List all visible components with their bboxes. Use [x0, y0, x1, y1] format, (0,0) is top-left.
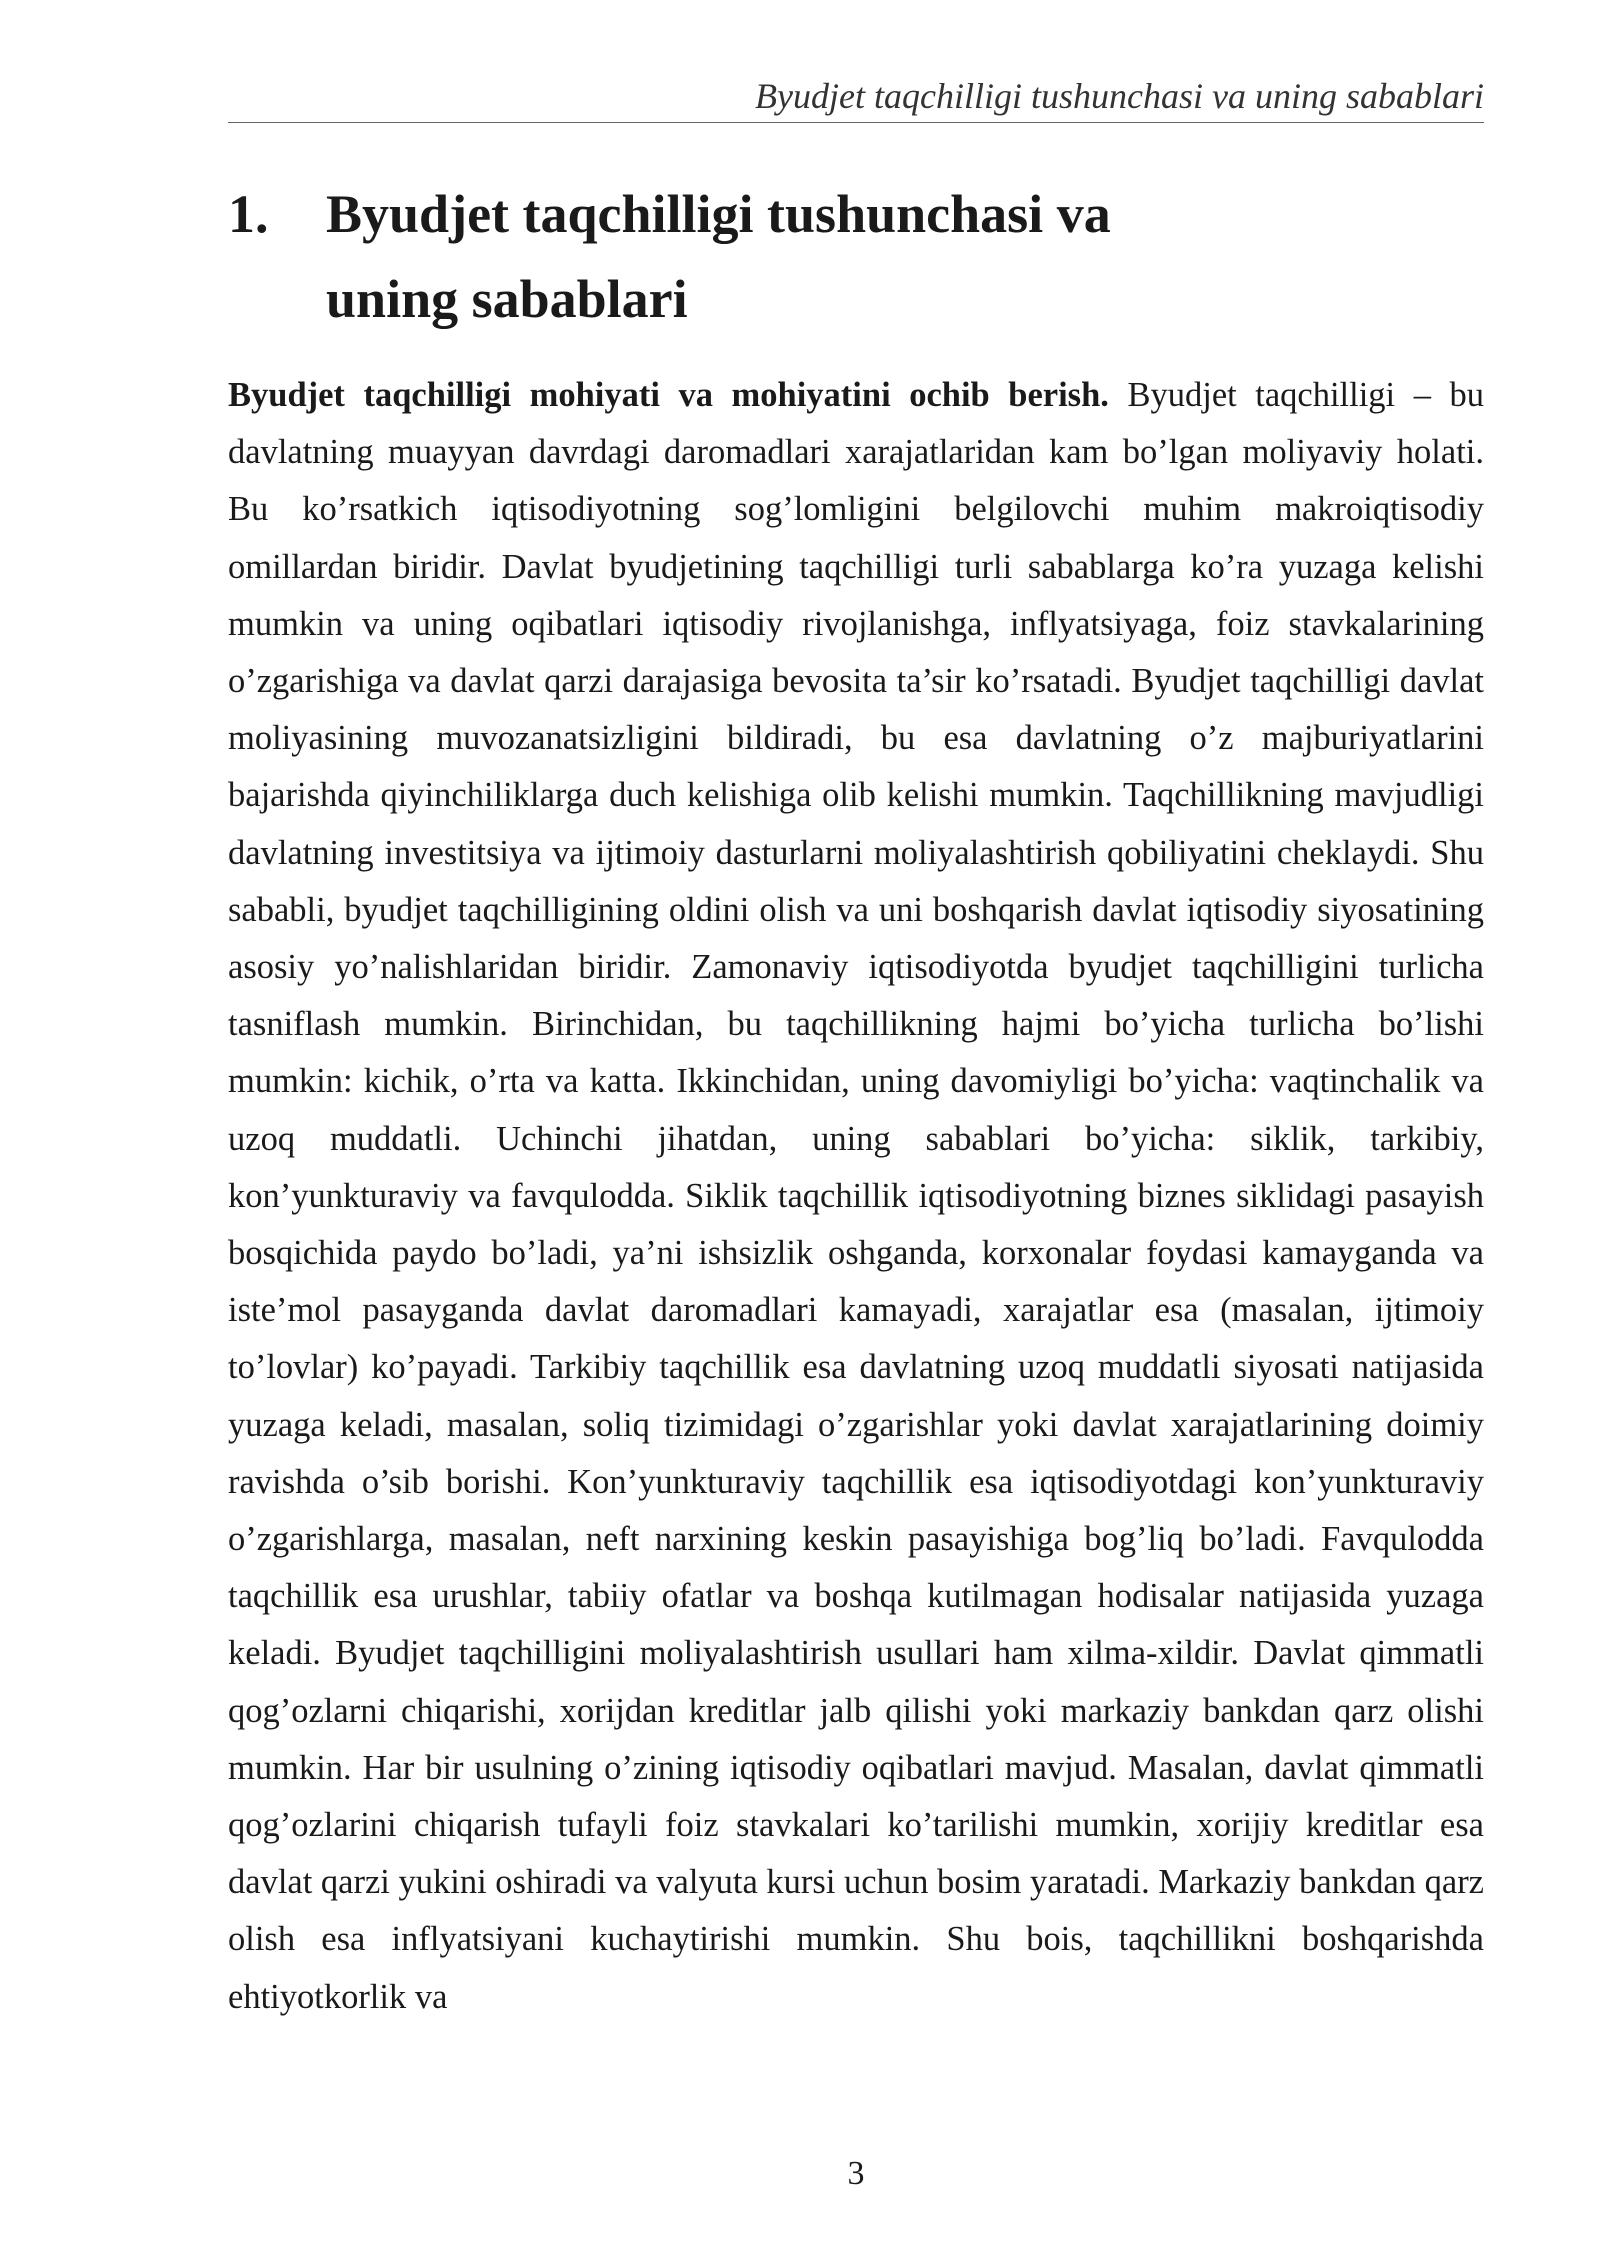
paragraph-text: Byudjet taqchilligi – bu davlatning muayyan davrdagi daromadlari xarajatlaridan kam bo’lgan moliyaviy holati. Bu ko’rsatkich iqtisodiyotning sog’lomligini belgilovchi muhim makroiqtisodiy omillardan biridir. Davlat byudjetining taqchilligi turli sabablarga ko’ra yuzaga kelishi mumkin va uning oqibatlari iqtisodiy rivojlanishga, inflyatsiyaga, foiz stavkalarining o’zgarishiga va davlat qarzi darajasiga bevosita ta’sir ko’rsatadi. Byudjet taqchilligi davlat moliyasining muvozanatsizligini bildiradi, bu esa davlatning o’z majburiyatlarini bajarishda qiyinchiliklarga duch kelishiga olib kelishi mumkin. Taqchillikning mavjudligi davlatning investitsiya va ijtimoiy dasturlarni moliyalashtirish qobiliyatini cheklaydi. Shu sababli, byudjet taqchilligining oldini olish va uni boshqarish davlat iqtisodiy siyosatining asosiy yo’nalishlaridan biridir. Zamonaviy iqtisodiyotda byudjet taqchilligini turlicha tasniflash mumkin. Birinchidan, bu taqchillikning hajmi bo’yicha turlicha bo’lishi mumkin: kichik, o’rta va katta. Ikkinchidan, uning davomiyligi bo’yicha: vaqtinchalik va uzoq muddatli. Uchinchi jihatdan, uning sabablari bo’yicha: siklik, tarkibiy, kon’yunkturaviy va favqulodda. Siklik taqchillik iqtisodiyotning biznes siklidagi pasayish bosqichida paydo bo’ladi, ya’ni ishsizlik oshganda, korxonalar foydasi kamayganda va iste’mol pasayganda davlat daromadlari kamayadi, xarajatlar esa (masalan, ijtimoiy to’lovlar) ko’payadi. Tarkibiy taqchillik esa davlatning uzoq muddatli siyosati natijasida yuzaga keladi, masalan, soliq tizimidagi o’zgarishlar yoki davlat xarajatlarining doimiy ravishda o’sib borishi. Kon’yunkturaviy taqchillik esa iqtisodiyotdagi kon’yunkturaviy o’zgarishlarga, masalan, neft narxining keskin pasayishiga bog’liq bo’ladi. Favqulodda taqchillik esa urushlar, tabiiy ofatlar va boshqa kutilmagan hodisalar natijasida yuzaga keladi. Byudjet taqchilligini moliyalashtirish usullari ham xilma-xildir. Davlat qimmatli qog’ozlarni chiqarishi, xorijdan kreditlar jalb qilishi yoki markaziy bankdan qarz olishi mumkin. Har bir usulning o’zining iqtisodiy oqibatlari mavjud. Masalan, davlat qimmatli qog’ozlarini chiqarish tufayli foiz stavkalari ko’tarilishi mumkin, xorijiy kreditlar esa davlat qarzi yukini oshiradi va valyuta kursi uchun bosim yaratadi. Markaziy bankdan qarz olish esa inflyatsiyani kuchaytirishi mumkin. Shu bois, taqchillikni boshqarishda ehtiyotkorlik va — [228, 376, 1484, 2016]
page-number: 3 — [847, 2155, 865, 2192]
chapter-title: Byudjet taqchilligi tushunchasi va uning sabablari — [326, 184, 1111, 329]
chapter-number: 1. — [228, 184, 269, 244]
running-header: Byudjet taqchilligi tushunchasi va uning sabablari — [755, 76, 1484, 116]
body-paragraph — [228, 367, 1484, 2026]
chapter-heading — [228, 172, 1484, 342]
header-divider — [228, 122, 1484, 123]
paragraph-lead: Byudjet taqchilligi mohiyati va mohiyatini ochib berish. — [228, 376, 1109, 414]
